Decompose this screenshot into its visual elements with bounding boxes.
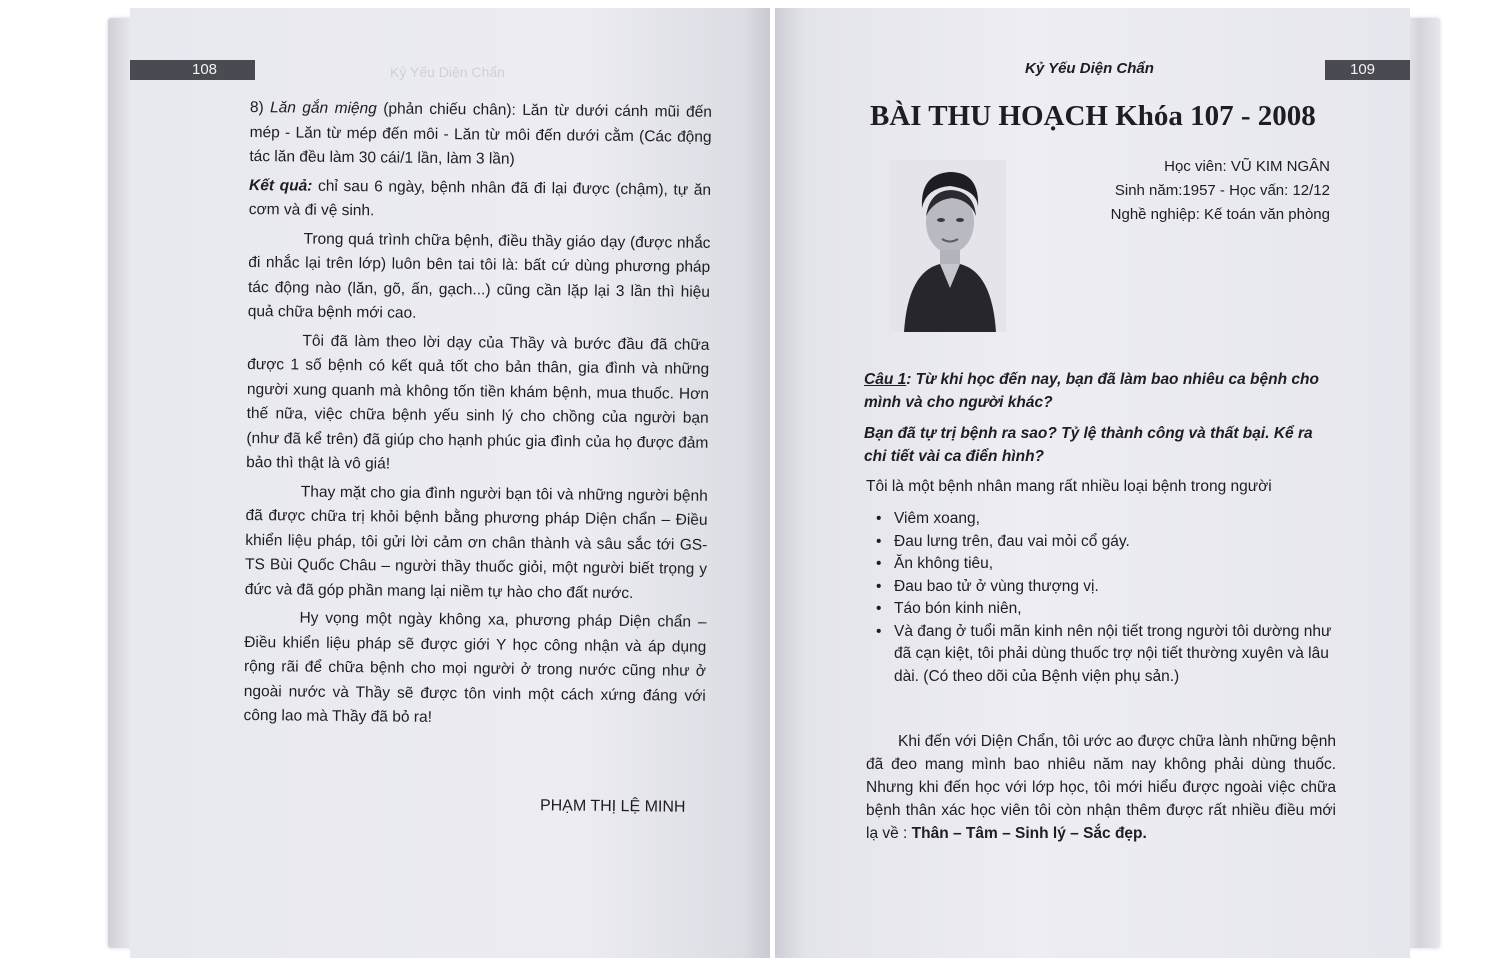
- list-item: • Ăn không tiêu,: [872, 553, 1338, 576]
- student-name: Học viên: VŨ KIM NGÂN: [1164, 158, 1330, 175]
- portrait-image: [890, 160, 1006, 332]
- paragraph-result: Kết quả: chỉ sau 6 ngày, bệnh nhân đã đi lại được (chậm), tự ăn cơm và đi vệ sinh.: [248, 176, 712, 220]
- right-header-bar: [1325, 60, 1410, 80]
- page-title: BÀI THU HOẠCH Khóa 107 - 2008: [870, 100, 1316, 132]
- left-page-number: 108: [192, 61, 218, 78]
- student-occupation: Nghề nghiệp: Kế toán văn phòng: [1110, 206, 1330, 223]
- intro-sentence: Tôi là một bệnh nhân mang rất nhiều loại bệnh trong người: [866, 478, 1272, 495]
- list-item: • Đau lưng trên, đau vai mỏi cổ gáy.: [872, 531, 1338, 554]
- list-item: • Táo bón kinh niên,: [872, 598, 1338, 621]
- ghost-header-text: Kỷ Yếu Diện Chẩn: [390, 64, 505, 80]
- paragraph-thanks: Thay mặt cho gia đình người bạn tôi và những người bệnh đã được chữa trị khỏi bệnh bằng phương pháp Diện chẩn – Điều khiển liệu pháp, tôi gửi lời cảm ơn chân thành và sâu sắc tới GS-TS Bùi Quốc Châu – người thầy thuốc giỏi, một người biết trọng y đức và đã góp phần mang lại niềm tự hào cho đất nước.: [244, 483, 708, 602]
- left-header-bar: [130, 60, 255, 80]
- right-page-number: 109: [1350, 61, 1376, 78]
- author-signature: PHẠM THỊ LỆ MINH: [539, 797, 686, 816]
- paragraph-hope: Hy vọng một ngày không xa, phương pháp Diện chẩn – Điều khiển liệu pháp sẽ được giới Y học công nhận và áp dụng rộng rãi để chữa bệnh cho mọi người ở trong nước cũng như ở ngoài nước và Thầy sẽ được tôn vinh một cách xứng đáng với công lao mà Thầy đã bỏ ra!: [243, 609, 707, 726]
- left-body-text: [243, 96, 712, 737]
- running-head: Kỷ Yếu Diện Chẩn: [1025, 60, 1154, 77]
- list-item: • Viêm xoang,: [872, 508, 1338, 531]
- student-info: [1111, 155, 1330, 227]
- paragraph-practice: Tôi đã làm theo lời dạy của Thầy và bước đầu đã chữa được 1 số bệnh có kết quả tốt cho bản thân, gia đình và những người xung quanh mà không tốn tiền khám bệnh, mua thuốc. Hơn thế nữa, việc chữa bệnh yếu sinh lý cho chồng của người bạn (như đã kể trên) đã giúp cho hạnh phúc gia đình của họ được đảm bảo thì thật là vô giá!: [246, 332, 710, 473]
- question-1: Câu 1: Từ khi học đến nay, bạn đã làm bao nhiêu ca bệnh cho mình và cho người khác?: [864, 371, 1319, 411]
- paragraph-step-8: 8) Lăn gắn miệng (phản chiếu chân): Lăn từ dưới cánh mũi đến mép - Lăn từ mép đến môi - Lăn từ môi đến dưới cằm (Các động tác lăn đều làm 30 cái/1 lần, làm 3 lần): [249, 98, 712, 168]
- student-photo: [890, 160, 1006, 332]
- list-item: • Đau bao tử ở vùng thượng vị.: [872, 576, 1338, 599]
- list-item: • Và đang ở tuổi mãn kinh nên nội tiết trong người tôi dường như đã cạn kiệt, tôi phải dùng thuốc trợ nội tiết thường xuyên và lâu dài. (Có theo dõi của Bệnh viện phụ sản.): [872, 621, 1338, 689]
- question-1b: Bạn đã tự trị bệnh ra sao? Tỷ lệ thành công và thất bại. Kể ra chi tiết vài ca điển hình?: [864, 425, 1313, 465]
- illness-list: [872, 508, 1338, 688]
- paragraph-teaching: Trong quá trình chữa bệnh, điều thầy giáo dạy (được nhắc đi nhắc lại trên lớp) luôn bên tai tôi là: bất cứ dùng phương pháp tác động nào (lăn, gõ, ấn, gạch...) cũng cần lặp lại 3 lần thì hiệu quả chữa bệnh mới cao.: [247, 230, 711, 322]
- closing-paragraph: Khi đến với Diện Chẩn, tôi ước ao được chữa lành những bệnh đã đeo mang mình bao nhiêu năm nay không phải dùng thuốc. Nhưng khi đến học với lớp học, tôi mới hiểu được ngoài việc chữa bệnh thân xác học viên tôi còn nhận thêm được rất nhiều điều mới lạ về : Thân – Tâm – Sinh lý – Sắc đẹp.: [866, 733, 1336, 842]
- student-birth-education: Sinh năm:1957 - Học vấn: 12/12: [1114, 182, 1330, 199]
